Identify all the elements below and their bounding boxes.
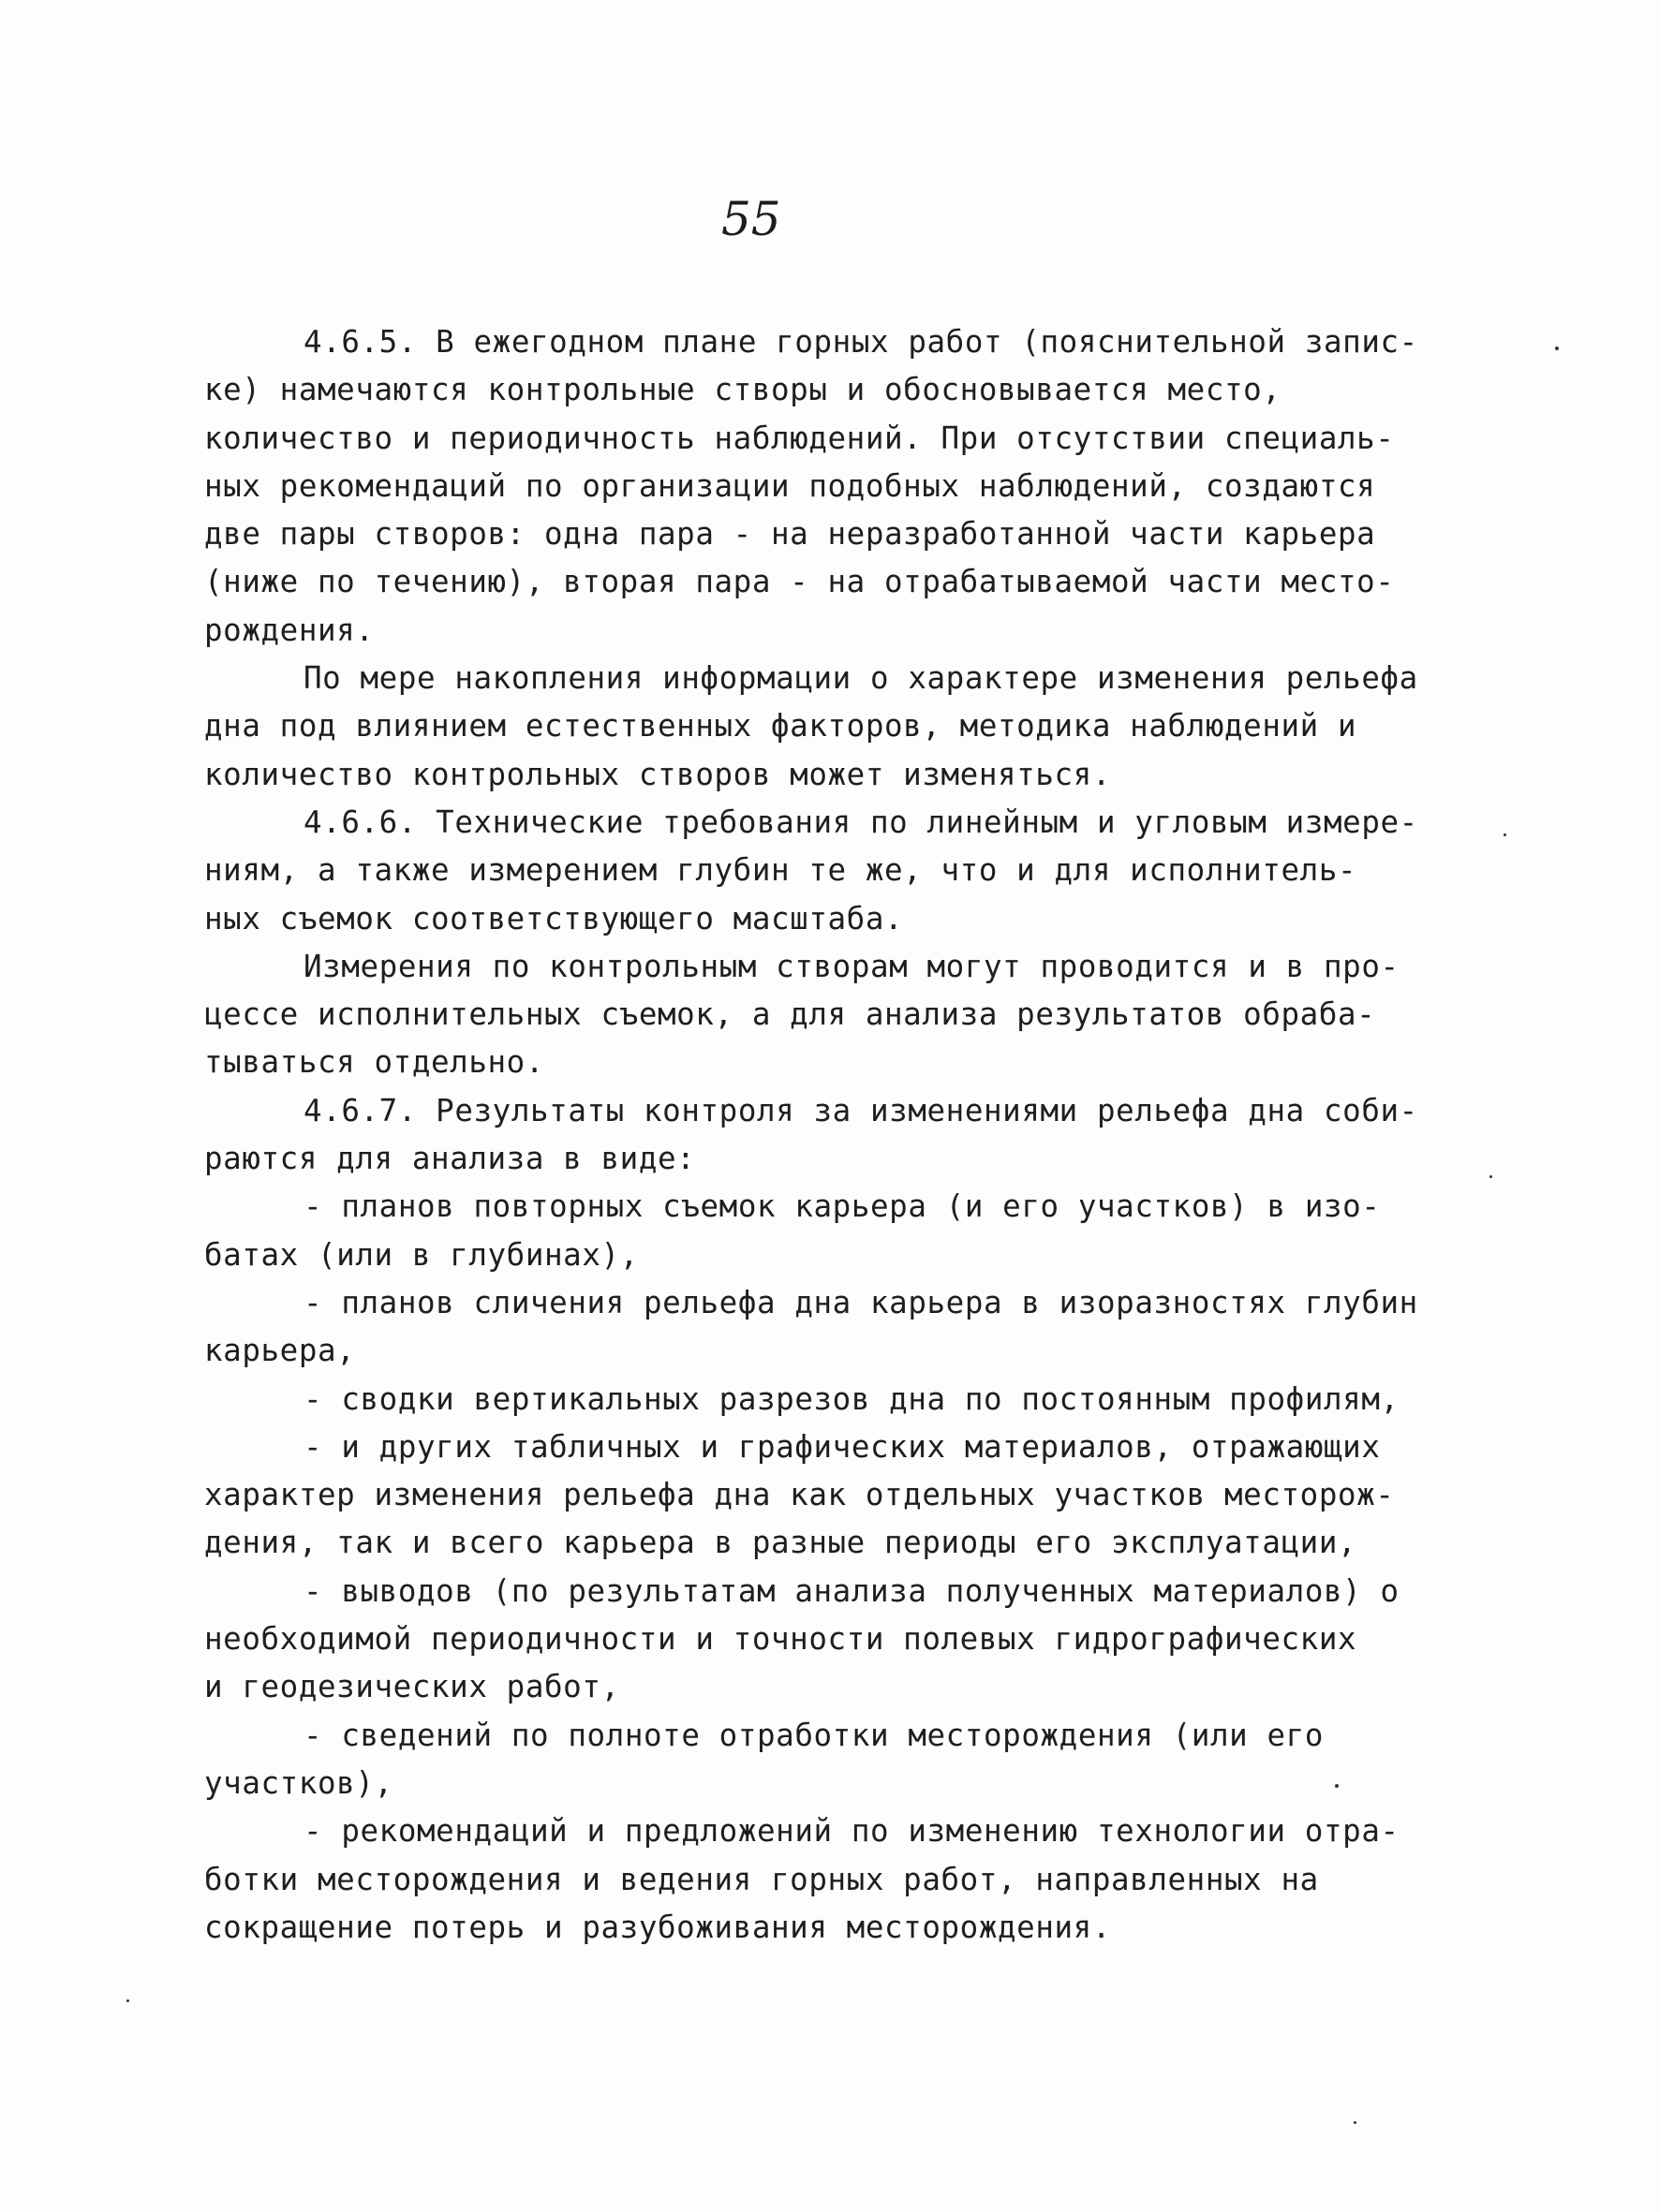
text-line: 4.6.7. Результаты контроля за изменениями рельефа дна соби-	[304, 1092, 1418, 1128]
scan-speck	[1335, 1784, 1339, 1788]
text-line: 4.6.6. Технические требования по линейным и угловым измере-	[304, 804, 1418, 840]
scan-speck	[1555, 347, 1559, 350]
text-line: Измерения по контрольным створам могут проводится и в про-	[304, 948, 1400, 984]
text-line: - выводов (по результатам анализа полученных материалов) о	[304, 1572, 1400, 1609]
scan-speck	[1354, 2121, 1356, 2124]
document-body	[204, 318, 1478, 1952]
text-line: участков),	[204, 1764, 393, 1801]
text-line: По мере накопления информации о характере изменения рельефа	[304, 660, 1418, 697]
text-line: карьера,	[204, 1333, 356, 1369]
text-line: необходимой периодичности и точности полевых гидрографических	[204, 1621, 1357, 1658]
text-line: - сводки вертикальных разрезов дна по постоянным профилям,	[304, 1380, 1400, 1417]
text-line: две пары створов: одна пара - на неразработанной части карьера	[204, 516, 1376, 553]
text-line: характер изменения рельефа дна как отдельных участков месторож-	[204, 1477, 1395, 1513]
text-line: 4.6.5. В ежегодном плане горных работ (пояснительной запис-	[304, 324, 1418, 360]
text-line: - и других табличных и графических материалов, отражающих	[304, 1428, 1381, 1465]
text-line: раются для анализа в виде:	[204, 1141, 696, 1177]
text-line: ных съемок соответствующего масштаба.	[204, 900, 904, 936]
text-line: дения, так и всего карьера в разные периоды его эксплуатации,	[204, 1525, 1357, 1561]
text-line: (ниже по течению), вторая пара - на отрабатываемой части место-	[204, 564, 1395, 600]
scan-speck	[1503, 833, 1506, 836]
text-line: рождения.	[204, 612, 375, 648]
text-line: - рекомендаций и предложений по изменению технологии отра-	[304, 1813, 1400, 1850]
page-number: 55	[721, 192, 781, 246]
scan-speck	[1489, 1175, 1492, 1178]
text-line: количество и периодичность наблюдений. При отсутствии специаль-	[204, 420, 1395, 456]
text-line: - планов сличения рельефа дна карьера в изоразностях глубин	[304, 1284, 1418, 1320]
text-line: количество контрольных створов может изменяться.	[204, 756, 1111, 792]
text-line: сокращение потерь и разубоживания месторождения.	[204, 1909, 1111, 1945]
text-line: цессе исполнительных съемок, а для анализа результатов обраба-	[204, 996, 1376, 1033]
text-line: ных рекомендаций по организации подобных наблюдений, создаются	[204, 467, 1376, 504]
text-line: - планов повторных съемок карьера (и его участков) в изо-	[304, 1188, 1381, 1225]
text-line: тываться отдельно.	[204, 1044, 544, 1081]
text-line: батах (или в глубинах),	[204, 1236, 639, 1273]
text-line: и геодезических работ,	[204, 1669, 620, 1705]
text-line: ке) намечаются контрольные створы и обосновывается место,	[204, 372, 1281, 408]
text-line: ботки месторождения и ведения горных работ, направленных на	[204, 1861, 1319, 1897]
scan-speck	[126, 1999, 129, 2002]
text-line: дна под влиянием естественных факторов, методика наблюдений и	[204, 708, 1357, 745]
text-line: ниям, а также измерением глубин те же, что и для исполнитель-	[204, 852, 1357, 889]
text-line: - сведений по полноте отработки месторождения (или его	[304, 1717, 1324, 1753]
